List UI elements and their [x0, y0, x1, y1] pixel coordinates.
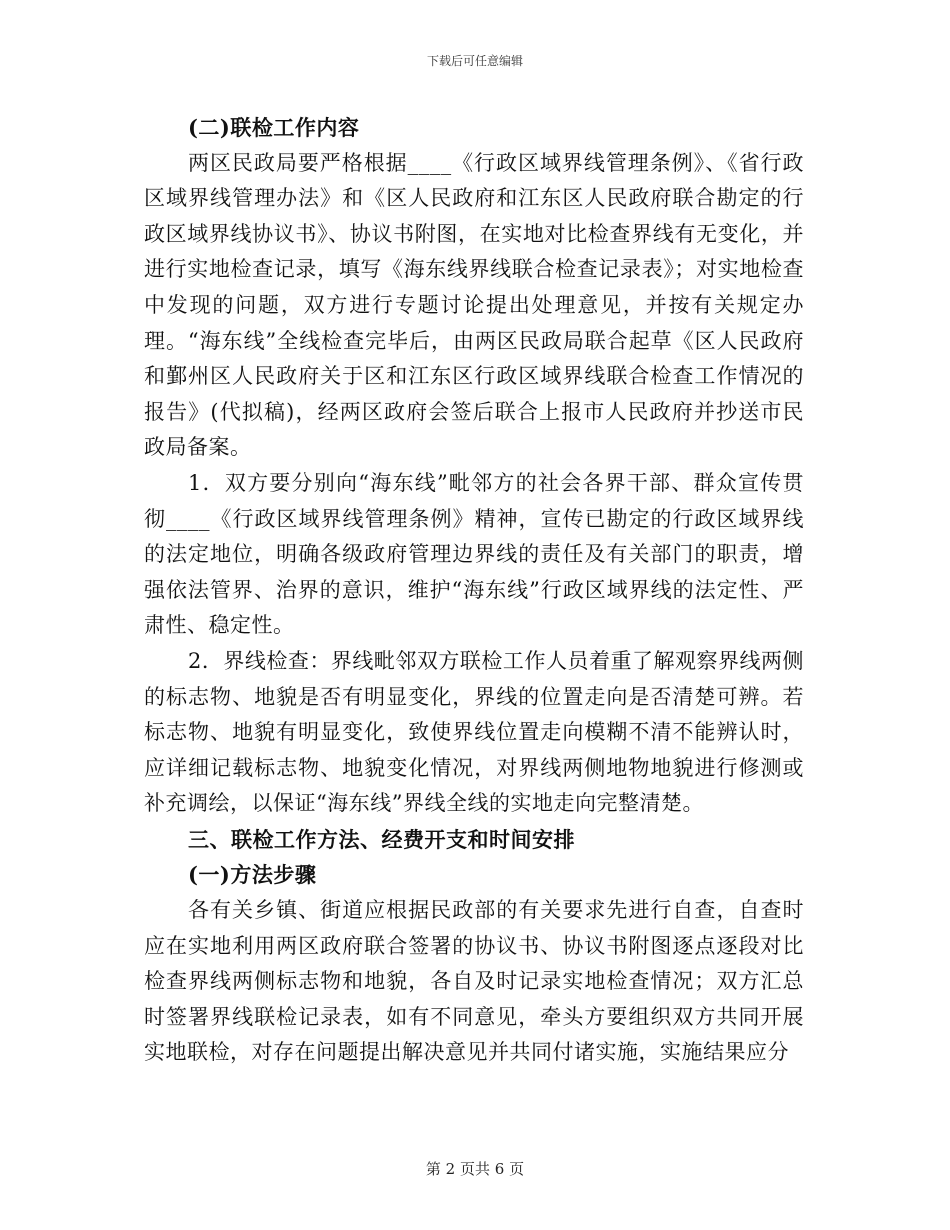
page-footer: 第 2 页共 6 页 [425, 1160, 525, 1178]
page-header: 下载后可任意编辑 [426, 54, 523, 68]
heading-method-steps: (一)方法步骤 [188, 862, 317, 888]
paragraph-item-1: 1．双方要分别向“海东线”毗邻方的社会各界干部、群众宣传贯彻____《行政区域界线管理条例》精神，宣传已勘定的行政区域界线的法定地位，明确各级政府管理边界线的责任及有关部门的职责，增强依法管界、治界的意识，维护“海东线”行政区域界线的法定性、严肃性、稳定性。 [144, 470, 804, 638]
paragraph-item-2: 2．界线检查：界线毗邻双方联检工作人员着重了解观察界线两侧的标志物、地貌是否有明显变化，界线的位置走向是否清楚可辨。若标志物、地貌有明显变化，致使界线位置走向模糊不清不能辨认时，应详细记载标志物、地貌变化情况，对界线两侧地物地貌进行修测或补充调绘，以保证“海东线”界线全线的实地走向完整清楚。 [144, 648, 804, 816]
paragraph-method-steps: 各有关乡镇、街道应根据民政部的有关要求先进行自查，自查时应在实地利用两区政府联合签署的协议书、协议书附图逐点逐段对比检查界线两侧标志物和地貌，各自及时记录实地检查情况；双方汇总时签署界线联检记录表，如有不同意见，牵头方要组织双方共同开展实地联检，对存在问题提出解决意见并共同付诸实施，实施结果应分 [144, 898, 804, 1065]
heading-section-3: 三、联检工作方法、经费开支和时间安排 [188, 826, 575, 852]
heading-inspection-content: (二)联检工作内容 [188, 115, 360, 140]
document-body [144, 110, 804, 1071]
paragraph-inspection-content: 两区民政局要严格根据____《行政区域界线管理条例》、《省行政区域界线管理办法》和《区人民政府和江东区人民政府联合勘定的行政区域界线协议书》、协议书附图，在实地对比检查界线有无变化，并进行实地检查记录，填写《海东线界线联合检查记录表》；对实地检查中发现的问题，双方进行专题讨论提出处理意见，并按有关规定办理。“海东线”全线检查完毕后，由两区民政局联合起草《区人民政府和鄞州区人民政府关于区和江东区行政区域界线联合检查工作情况的报告》(代拟稿)，经两区政府会签后联合上报市人民政府并抄送市民政局备案。 [144, 150, 804, 460]
